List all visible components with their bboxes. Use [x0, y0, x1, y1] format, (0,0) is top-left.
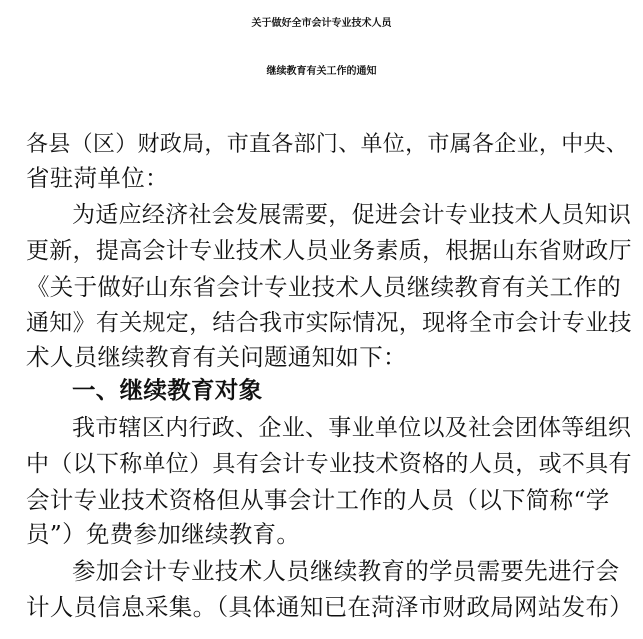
paragraph-line: 术人员继续教育有关问题通知如下：	[26, 343, 407, 371]
paragraph-line: 会计专业技术资格但从事会计工作的人员（以下简称“学	[26, 486, 610, 514]
document-title-line-2: 继续教育有关工作的通知	[266, 66, 377, 77]
paragraph-line: 员”）免费参加继续教育。	[26, 520, 301, 548]
addressee-line-2: 省驻菏单位：	[26, 164, 169, 192]
paragraph-line: 通知》有关规定，结合我市实际情况，现将全市会计专业技	[26, 310, 632, 336]
paragraph-line: 更新，提高会计专业技术人员业务素质，根据山东省财政厅	[26, 238, 632, 264]
paragraph-line: 我市辖区内行政、企业、事业单位以及社会团体等组织	[72, 415, 632, 441]
paragraph-line: 参加会计专业技术人员继续教育的学员需要先进行会	[72, 557, 620, 585]
paragraph-line: 中（以下称单位）具有会计专业技术资格的人员，或不具有	[26, 451, 632, 477]
paragraph-line: 《关于做好山东省会计专业技术人员继续教育有关工作的	[26, 273, 621, 301]
section-heading: 一、继续教育对象	[72, 376, 263, 404]
addressee-line-1: 各县（区）财政局，市直各部门、单位，市属各企业，中央、	[26, 132, 629, 157]
paragraph-line: 为适应经济社会发展需要，促进会计专业技术人员知识	[72, 202, 632, 228]
document-title-line-1: 关于做好全市会计专业技术人员	[251, 18, 392, 29]
paragraph-line: 计人员信息采集。（具体通知已在菏泽市财政局网站发布）	[26, 593, 634, 621]
